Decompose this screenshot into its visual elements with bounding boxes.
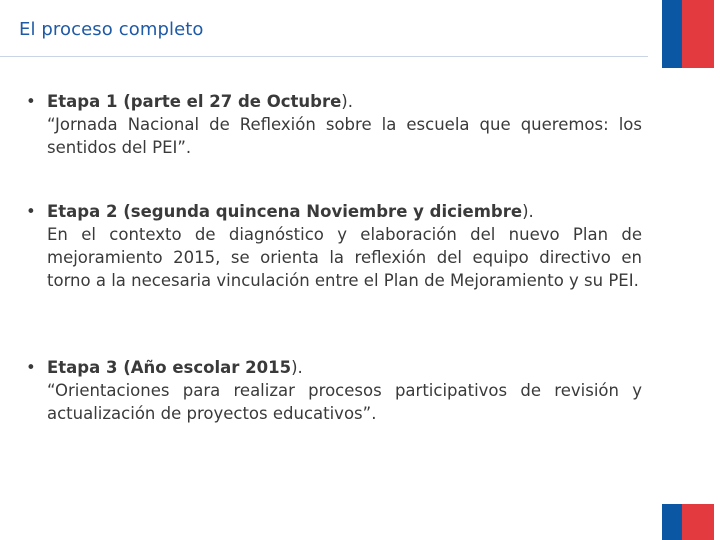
bullet-item-etapa-3	[26, 356, 642, 425]
bullet-heading-close: ).	[522, 202, 534, 221]
bullet-text: “Jornada Nacional de Reflexión sobre la escuela que queremos: los sentidos del PEI”.	[47, 115, 642, 157]
bullet-icon: •	[26, 202, 36, 221]
bullet-heading: Etapa 3 (Año escolar 2015	[47, 358, 292, 377]
bullet-item-etapa-1	[26, 90, 642, 159]
bullet-icon: •	[26, 358, 36, 377]
flag-stripe-bottom	[662, 504, 714, 540]
bullet-body	[47, 200, 642, 292]
title-divider	[0, 56, 648, 57]
flag-red-block	[682, 504, 714, 540]
bullet-heading-close: ).	[291, 358, 303, 377]
flag-blue-block	[662, 504, 682, 540]
bullet-icon: •	[26, 92, 36, 111]
flag-stripe-top	[662, 0, 714, 68]
bullet-item-etapa-2	[26, 200, 642, 292]
slide-title: El proceso completo	[19, 19, 204, 40]
bullet-text: En el contexto de diagnóstico y elaboración del nuevo Plan de mejoramiento 2015, se orienta la reflexión del equipo directivo en torno a la necesaria vinculación entre el Plan de Mejoramiento y su PEI.	[47, 225, 642, 290]
flag-blue-block	[662, 0, 682, 68]
flag-red-block	[682, 0, 714, 68]
bullet-body	[47, 90, 642, 159]
bullet-heading-close: ).	[341, 92, 353, 111]
bullet-body	[47, 356, 642, 425]
bullet-heading: Etapa 1 (parte el 27 de Octubre	[47, 92, 342, 111]
bullet-text: “Orientaciones para realizar procesos participativos de revisión y actualización de proyectos educativos”.	[47, 381, 642, 423]
bullet-heading: Etapa 2 (segunda quincena Noviembre y diciembre	[47, 202, 523, 221]
